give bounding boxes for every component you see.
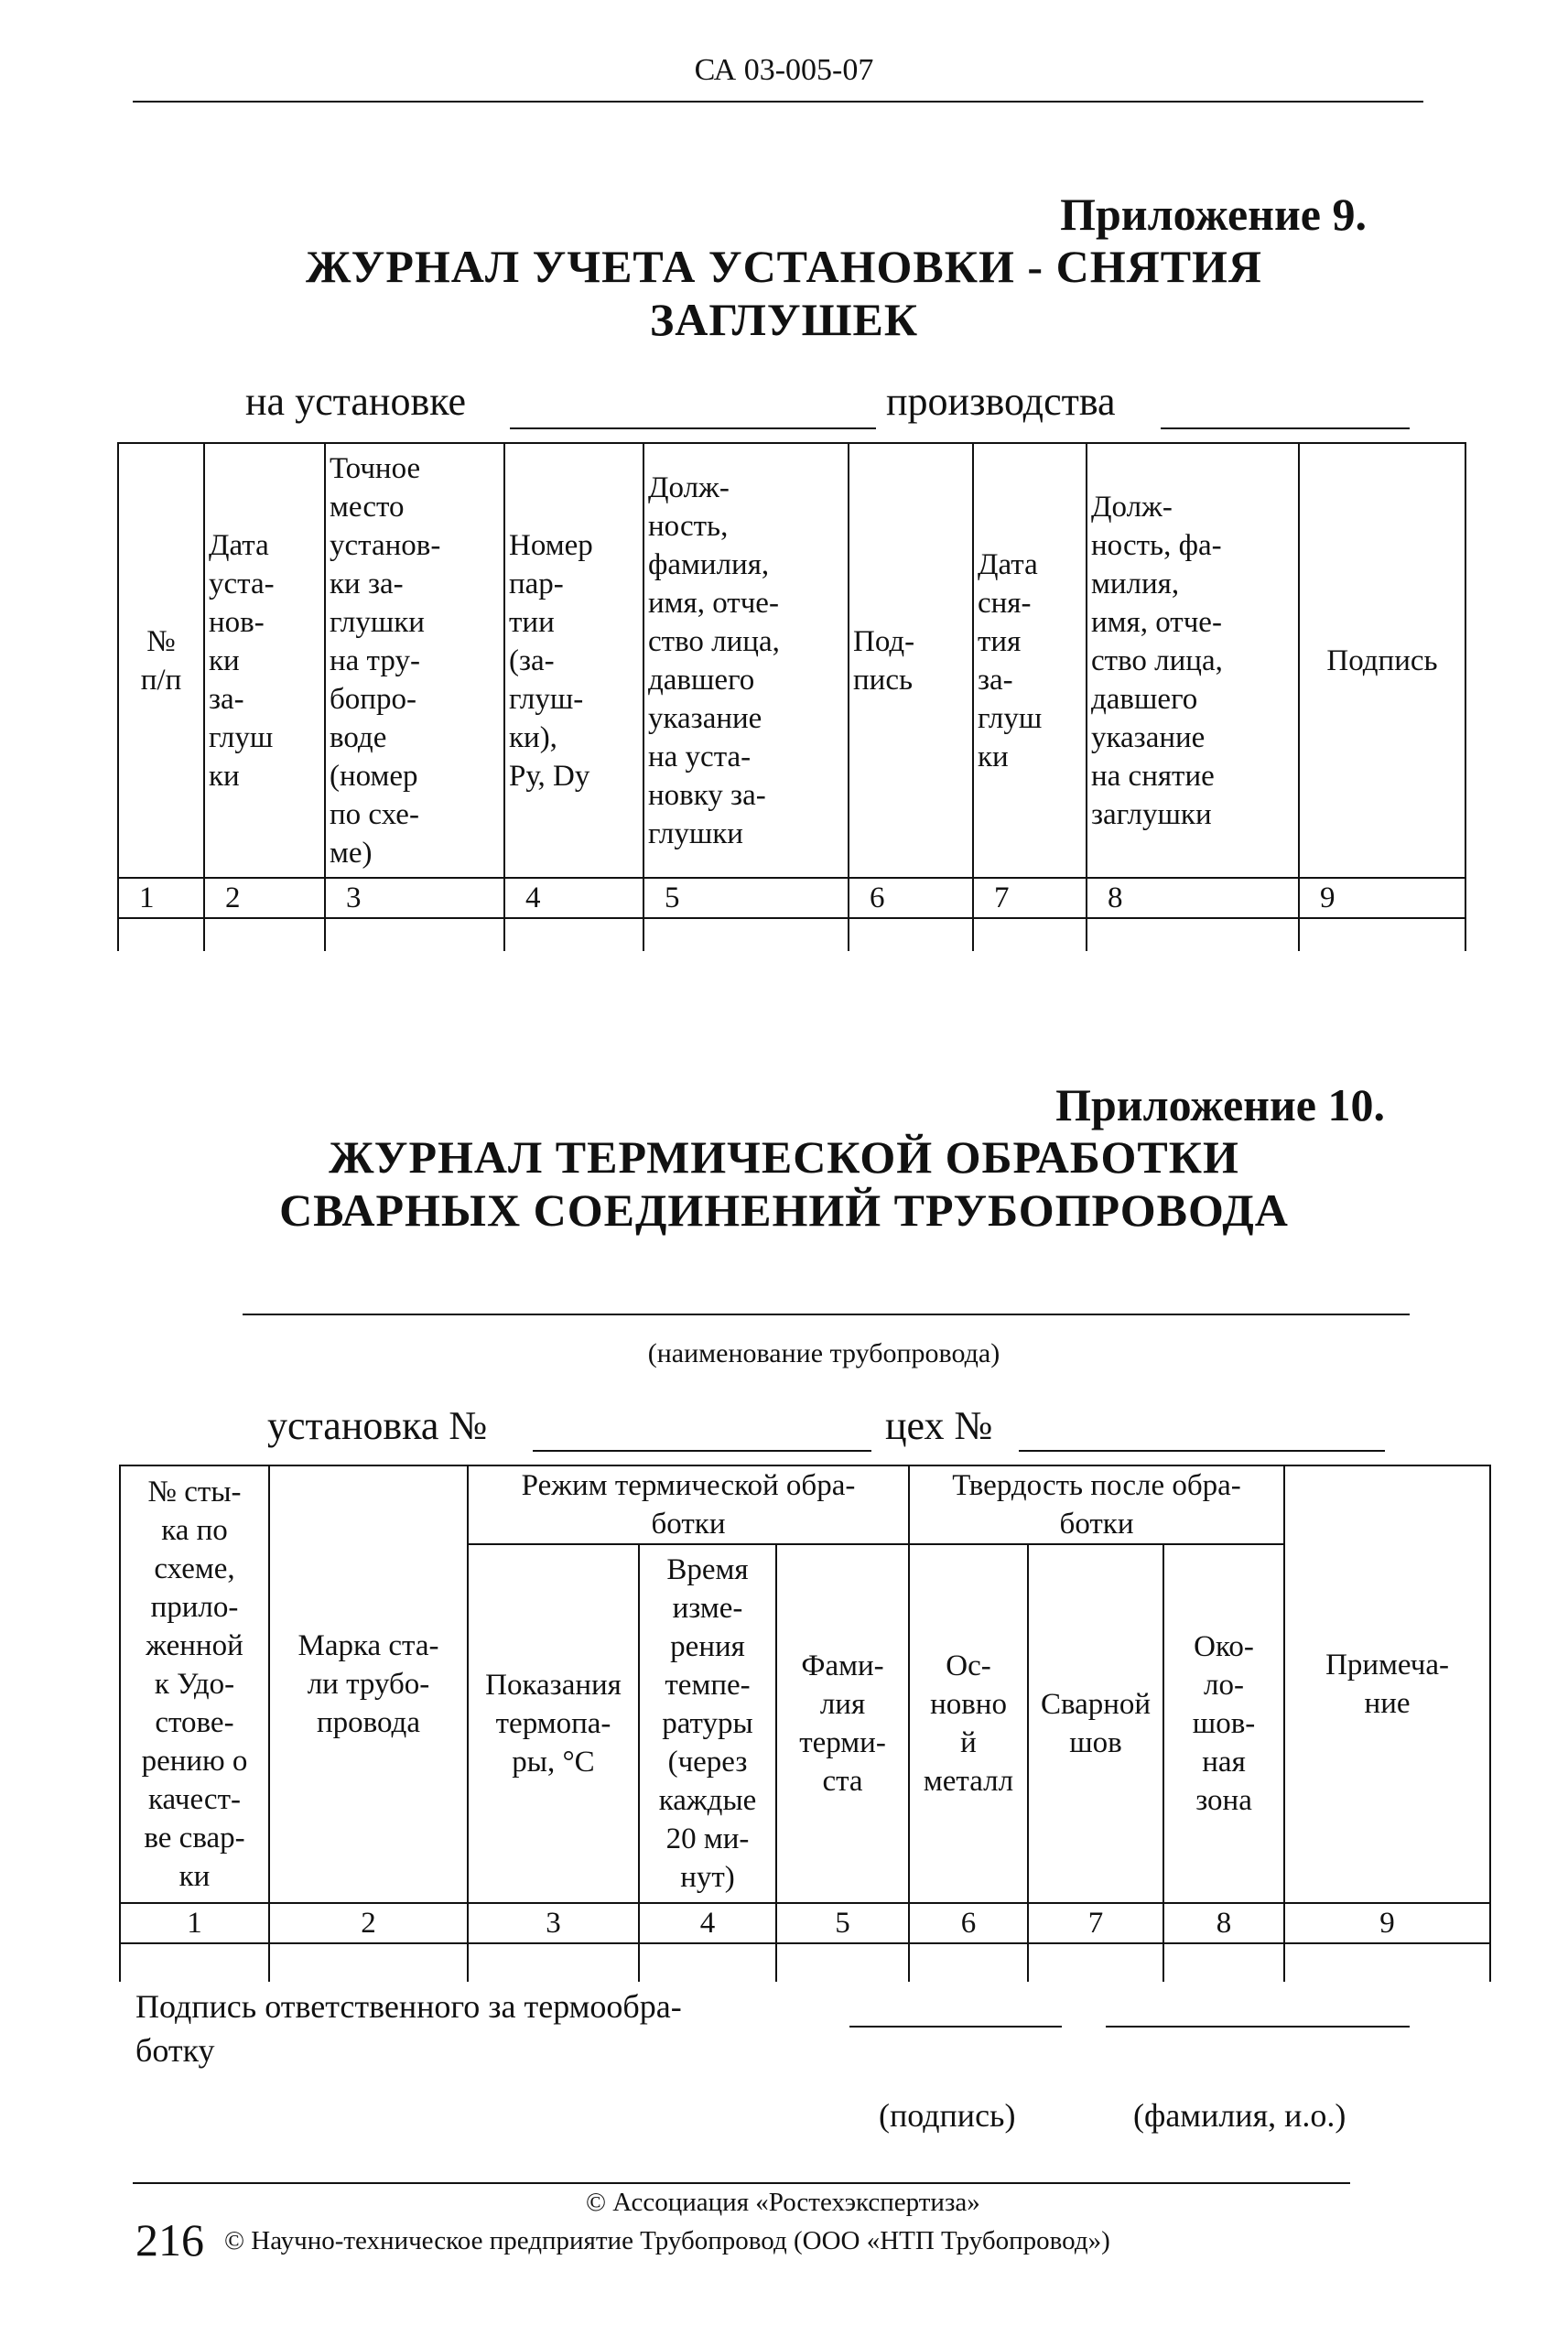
a9-num-4: 4 (504, 878, 643, 918)
a10-number-row (120, 1903, 1490, 1943)
a10-col-5: Фами- лия терми- ста (776, 1544, 909, 1903)
a10-num-6: 6 (909, 1903, 1028, 1943)
a9-num-5: 5 (643, 878, 849, 918)
a9-col-8: Долж- ность, фа- милия, имя, отче- ство лица, давшего указание на снятие заглушки (1087, 443, 1299, 878)
a10-col-2: Марка ста- ли трубо- провода (269, 1465, 468, 1903)
a10-num-3: 3 (468, 1903, 639, 1943)
a10-col-3: Показания термопа- ры, °С (468, 1544, 639, 1903)
appendix9-title-line2: ЗАГЛУШЕК (649, 294, 919, 345)
appendix9-table (117, 442, 1466, 951)
a9-num-3: 3 (325, 878, 504, 918)
a9-col-5: Долж- ность, фамилия, имя, отче- ство лица, давшего указание на уста- новку за- глушки (643, 443, 849, 878)
a9-col-2: Дата уста- нов- ки за- глуш ки (204, 443, 325, 878)
header-rule (133, 101, 1423, 103)
a9-num-7: 7 (973, 878, 1087, 918)
a10-col-6: Ос- новно й металл (909, 1544, 1028, 1903)
a9-col-9: Подпись (1299, 443, 1465, 878)
appendix10-title-line1: ЖУРНАЛ ТЕРМИЧЕСКОЙ ОБРАБОТКИ (329, 1131, 1239, 1183)
a10-col-4: Время изме- рения темпе- ратуры (через каждые 20 ми- нут) (639, 1544, 776, 1903)
a10-empty-row (120, 1943, 1490, 1982)
signature-text: Подпись ответственного за термообра- ботку (135, 1988, 682, 2069)
a9-col-6: Под- пись (849, 443, 973, 878)
a10-col-8: Око- ло- шов- ная зона (1163, 1544, 1284, 1903)
footer-copyright-company: © Научно-техническое предприятие Трубопровод (ООО «НТП Трубопровод») (224, 2226, 1110, 2255)
footer-copyright-association: © Ассоциация «Ростехэкспертиза» (586, 2188, 980, 2217)
appendix9-empty-row (118, 918, 1465, 951)
appendix10-label: Приложение 10. (1055, 1079, 1385, 1130)
appendix10-table (119, 1465, 1491, 1982)
production-blank (1161, 427, 1410, 429)
a9-col-1: № п/п (118, 443, 204, 878)
a9-num-8: 8 (1087, 878, 1299, 918)
a10-num-9: 9 (1284, 1903, 1490, 1943)
a9-num-9: 9 (1299, 878, 1465, 918)
a10-num-4: 4 (639, 1903, 776, 1943)
install-label: на установке (245, 379, 467, 424)
a9-num-6: 6 (849, 878, 973, 918)
unit-blank (533, 1450, 871, 1452)
a9-col-7: Дата сня- тия за- глуш ки (973, 443, 1087, 878)
shop-label: цех № (885, 1403, 993, 1448)
signature-caption: (подпись) (879, 2097, 1016, 2134)
production-label: производства (886, 379, 1116, 424)
a9-num-1: 1 (118, 878, 204, 918)
pipeline-name-blank (243, 1314, 1410, 1315)
appendix9-label: Приложение 9. (1060, 189, 1367, 240)
appendix9-header-row (118, 443, 1465, 878)
install-blank (510, 427, 876, 429)
a10-num-2: 2 (269, 1903, 468, 1943)
a10-col-1: № сты- ка по схеме, прило- женной к Удо- стове- рению о качест- ве свар- ки (120, 1465, 269, 1903)
shop-blank (1019, 1450, 1385, 1452)
a10-col-9: Примеча- ние (1284, 1465, 1490, 1903)
footer-rule (133, 2182, 1350, 2184)
a10-header-row-1 (120, 1465, 1490, 1544)
a10-num-5: 5 (776, 1903, 909, 1943)
page-number: 216 (135, 2214, 204, 2266)
appendix9-title-line1: ЖУРНАЛ УЧЕТА УСТАНОВКИ - СНЯТИЯ (305, 241, 1263, 292)
a10-num-1: 1 (120, 1903, 269, 1943)
a10-col-7: Сварной шов (1028, 1544, 1163, 1903)
pipeline-caption: (наименование трубопровода) (647, 1338, 1000, 1368)
a10-num-8: 8 (1163, 1903, 1284, 1943)
name-blank (1106, 2026, 1410, 2028)
a9-col-3: Точное место установ- ки за- глушки на тру- бопро- воде (номер по схе- ме) (325, 443, 504, 878)
a10-group-heat: Режим термической обра- ботки (468, 1465, 909, 1544)
document-code: СА 03-005-07 (694, 53, 874, 87)
a9-col-4: Номер пар- тии (за- глуш- ки), Pу, Dу (504, 443, 643, 878)
appendix9-number-row (118, 878, 1465, 918)
a10-num-7: 7 (1028, 1903, 1163, 1943)
signature-blank (849, 2026, 1062, 2028)
a10-group-hardness: Твердость после обра- ботки (909, 1465, 1284, 1544)
a9-num-2: 2 (204, 878, 325, 918)
unit-label: установка № (267, 1403, 488, 1448)
appendix10-title-line2: СВАРНЫХ СОЕДИНЕНИЙ ТРУБОПРОВОДА (279, 1184, 1289, 1236)
name-caption: (фамилия, и.о.) (1133, 2097, 1346, 2134)
